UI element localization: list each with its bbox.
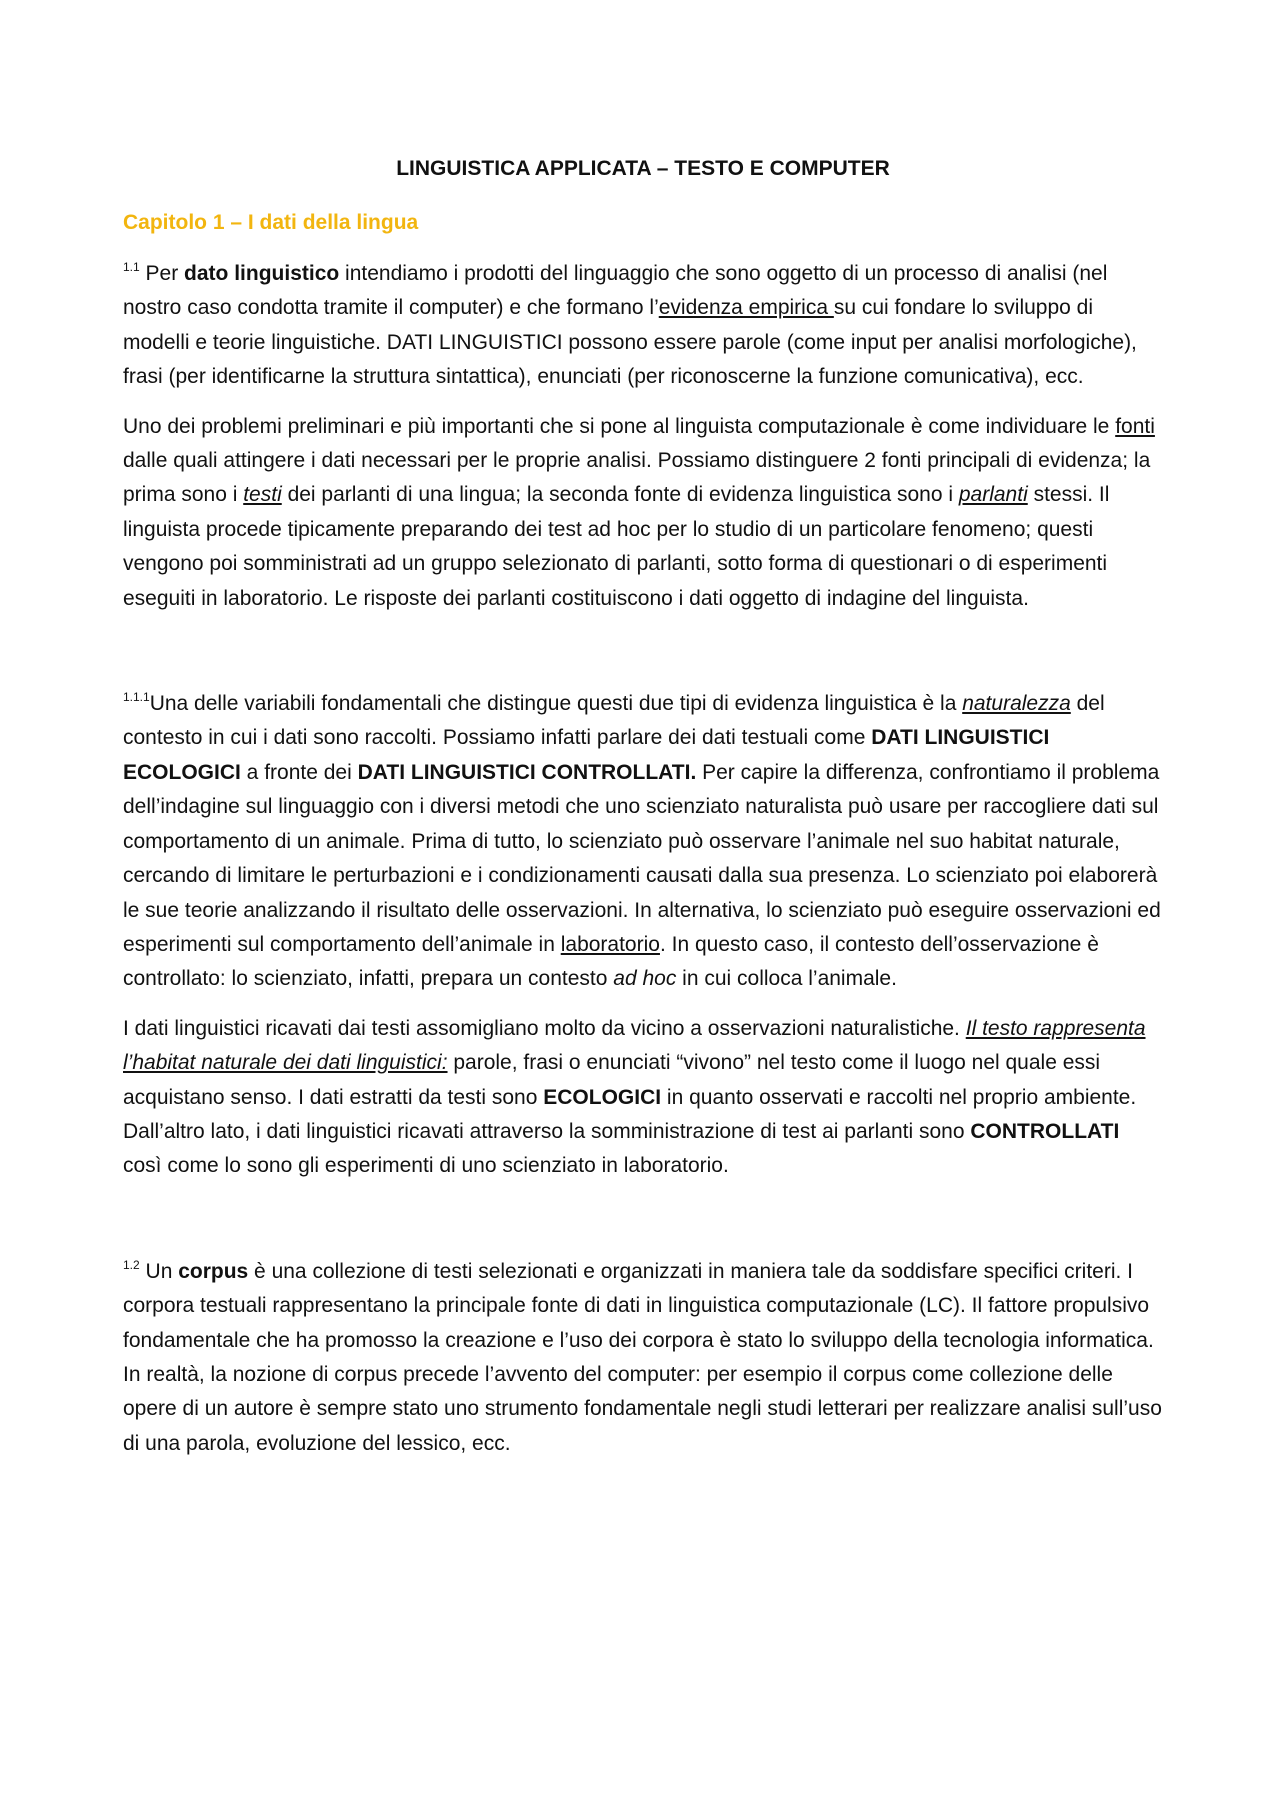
paragraph-sources [123, 410, 1163, 616]
document-page [123, 152, 1163, 1476]
text-run: su cui fondare lo sviluppo di modelli e teorie linguistiche. DATI LINGUISTICI possono essere parole (come input per analisi morfologiche), frasi (per identificarne la struttura sintattica), enunciati (per riconoscerne la funzione comunicativa), ecc. [123, 296, 1137, 389]
text-run: dei parlanti di una lingua; la seconda fonte di evidenza linguistica sono i [281, 483, 959, 507]
text-run: in quanto osservati e raccolti nel proprio ambiente. Dall’altro lato, i dati linguistici ricavati attraverso la somministrazione di test ai parlanti sono [123, 1085, 1137, 1143]
text-run: del contesto in cui i dati sono raccolti. Possiamo infatti parlare dei dati testuali come [123, 692, 1105, 750]
italic-underlined-term: testi [243, 483, 282, 507]
bold-term: ECOLOGICI [543, 1085, 662, 1109]
paragraph-ecological [123, 1012, 1163, 1184]
underlined-term: fonti [1115, 414, 1155, 438]
paragraph-1-1-1 [123, 687, 1163, 997]
text-run: dalle quali attingere i dati necessari per le proprie analisi. Possiamo distinguere 2 fonti principali di evidenza; la prima sono i [123, 449, 1151, 507]
text-run: a fronte dei [240, 760, 358, 784]
text-run: Per [139, 262, 185, 285]
section-number: 1.1.1 [123, 690, 150, 705]
bold-term: corpus [178, 1259, 249, 1283]
text-run: intendiamo i prodotti del linguaggio che sono oggetto di un processo di analisi (nel nostro caso condotta tramite il computer) e che formano l’ [123, 262, 1108, 320]
section-number: 1.2 [123, 1257, 140, 1272]
text-run: Una delle variabili fondamentali che distingue questi due tipi di evidenza linguistica è la [149, 692, 963, 716]
spacer [123, 631, 1163, 687]
text-run: . In questo caso, il contesto dell’osservazione è controllato: lo scienziato, infatti, prepara un contesto [123, 932, 1099, 991]
chapter-heading: Capitolo 1 – I dati della lingua [123, 211, 419, 234]
italic-underlined-term: naturalezza [962, 692, 1071, 716]
text-run: Per capire la differenza, confrontiamo il problema dell’indagine sul linguaggio con i diversi metodi che uno scienziato naturalista può usare per raccogliere dati sul comportamento di un animale. Prima di tutto, lo scienziato può osservare l’animale nel suo habitat naturale, cercando di limitare le perturbazioni e i condizionamenti causati dalla sua presenza. Lo scienziato poi elaborerà le sue teorie analizzando il risultato delle osservazioni. In alternativa, lo scienziato può eseguire osservazioni ed esperimenti sul comportamento dell’animale in [123, 760, 1161, 956]
bold-term: dato linguistico [184, 262, 340, 285]
italic-underlined-term: parlanti [958, 483, 1028, 507]
spacer [123, 1199, 1163, 1255]
underlined-term: evidenza empirica [658, 296, 834, 320]
document-title: LINGUISTICA APPLICATA – TESTO E COMPUTER [396, 157, 890, 180]
underlined-term: laboratorio [560, 932, 660, 956]
text-run: così come lo sono gli esperimenti di uno scienziato in laboratorio. [123, 1154, 729, 1178]
italic-term: ad hoc [613, 967, 677, 991]
bold-term: DATI LINGUISTICI ECOLOGICI [123, 726, 1050, 784]
text-run: parole, frasi o enunciati “vivono” nel testo come il luogo nel quale essi acquistano senso. I dati estratti da testi sono [123, 1051, 1101, 1109]
text-run: Un [139, 1259, 179, 1283]
italic-underlined-term: Il testo rappresenta l’habitat naturale dei dati linguistici: [123, 1016, 1146, 1075]
paragraph-1-2 [123, 1255, 1163, 1461]
text-run: in cui colloca l’animale. [676, 967, 897, 991]
bold-term: CONTROLLATI [970, 1119, 1120, 1143]
paragraph-1-1 [123, 257, 1163, 395]
section-number: 1.1 [123, 260, 140, 274]
text-run: è una collezione di testi selezionati e organizzati in maniera tale da soddisfare specifici criteri. I corpora testuali rappresentano la principale fonte di dati in linguistica computazionale (LC). Il fattore propulsivo fondamentale che ha promosso la creazione e l’uso dei corpora è stato lo sviluppo della tecnologia informatica. In realtà, la nozione di corpus precede l’avvento del computer: per esempio il corpus come collezione delle opere di un autore è sempre stato uno strumento fondamentale negli studi letterari per realizzare analisi sull’uso di una parola, evoluzione del lessico, ecc. [123, 1259, 1162, 1455]
text-run: I dati linguistici ricavati dai testi assomigliano molto da vicino a osservazioni naturalistiche. [123, 1016, 966, 1040]
text-run: stessi. Il linguista procede tipicamente preparando dei test ad hoc per lo studio di un particolare fenomeno; questi vengono poi somministrati ad un gruppo selezionato di parlanti, sotto forma di questionari o di esperimenti eseguiti in laboratorio. Le risposte dei parlanti costituiscono i dati oggetto di indagine del linguista. [123, 483, 1110, 610]
text-run: Uno dei problemi preliminari e più importanti che si pone al linguista computazionale è come individuare le [123, 414, 1116, 438]
bold-term: DATI LINGUISTICI CONTROLLATI. [357, 760, 697, 784]
